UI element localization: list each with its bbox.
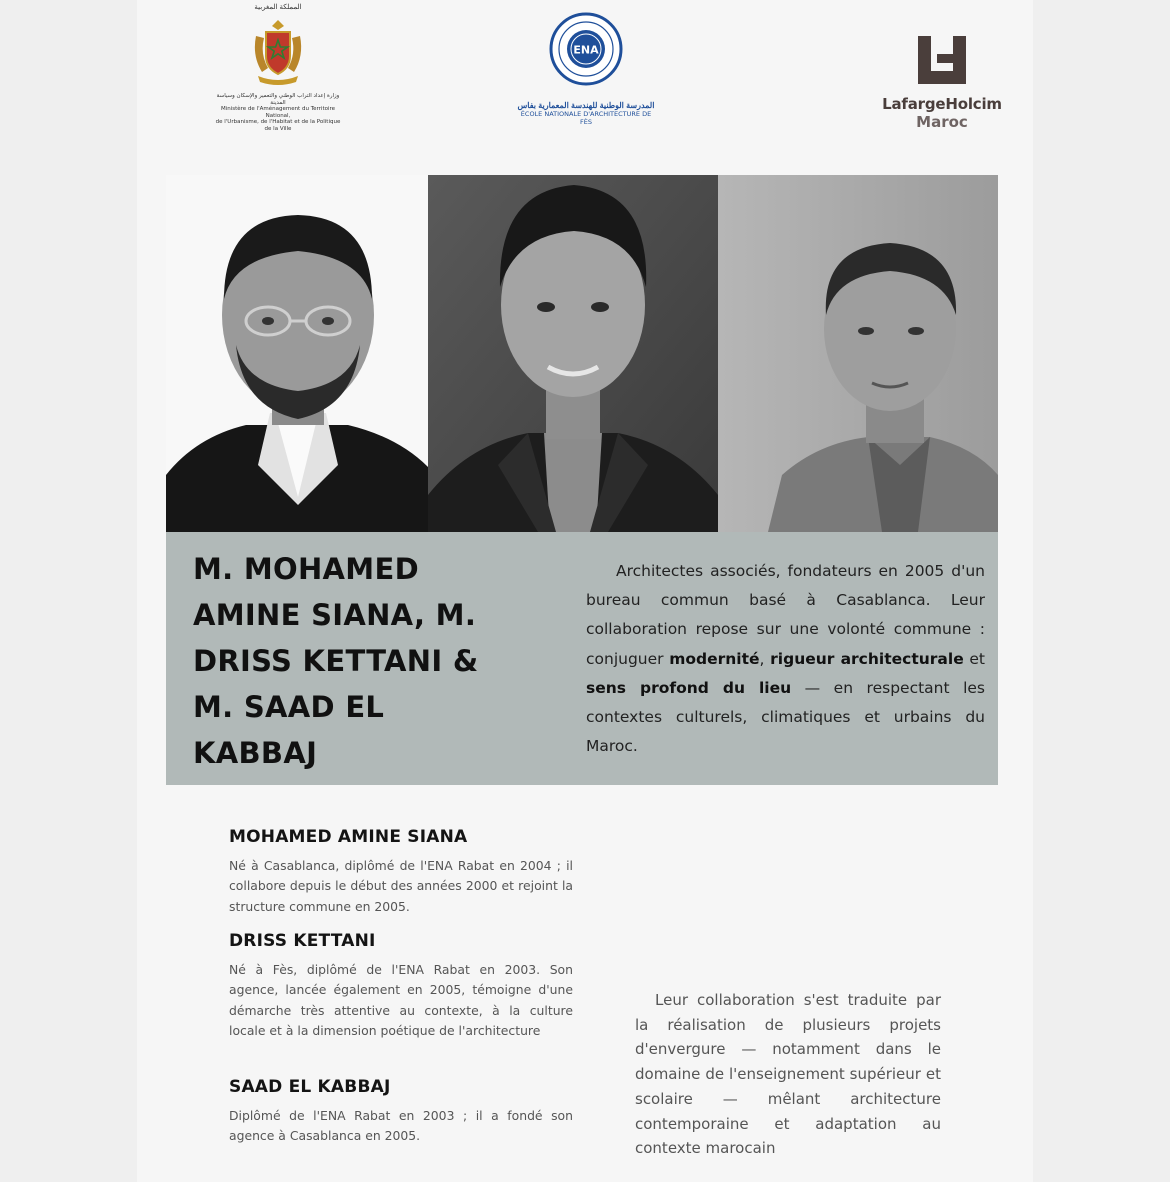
ena-logo: [516, 12, 656, 126]
architects-title-line: AMINE SIANA, M.: [193, 598, 477, 632]
portrait-photo-el-kabbaj: [718, 175, 998, 532]
intro-text: — en respectant les contextes culturels, climatiques et urbains du Maroc.: [586, 678, 985, 756]
bio-kettani: [229, 930, 573, 1042]
bio-text: Né à Casablanca, diplômé de l'ENA Rabat en 2004 ; il collabore depuis le début des années 2000 et rejoint la structure commune en 2005.: [229, 858, 573, 914]
ena-seal-text: ENA: [573, 43, 599, 57]
ministry-logo: [212, 2, 344, 132]
intro-text: Architectes associés, fondateurs en 2005 d'un bureau commun basé à Casablanca. Leur collaboration repose sur une volonté commune : conjuguer: [586, 562, 985, 668]
intro-separator: ,: [759, 649, 771, 668]
ena-seal-icon: [549, 12, 623, 86]
bio-name: SAAD EL KABBAJ: [229, 1077, 391, 1097]
architects-band: [166, 532, 998, 785]
ministry-line-2: Ministère de l'Aménagement du Territoire National,: [220, 106, 336, 119]
intro-bold: rigueur architecturale: [770, 649, 964, 668]
ena-arabic-name: المدرسة الوطنية للهندسة المعمارية بفاس: [517, 101, 655, 110]
bio-text: Né à Fès, diplômé de l'ENA Rabat en 2003. Son agence, lancée également en 2005, témoigne d'une démarche très attentive au contexte, à la culture locale et à la dimension poétique de l'architecture: [229, 962, 573, 1039]
architects-title-line: M. MOHAMED: [193, 552, 419, 586]
ministry-line-1: وزارة إعداد التراب الوطني والتعمير والإسكان وسياسة المدينة: [216, 93, 340, 106]
lafargeholcim-mark-icon: [916, 34, 968, 86]
intro-separator: et: [963, 649, 985, 668]
bio-el-kabbaj: [229, 1076, 573, 1147]
architects-title: [193, 546, 513, 776]
bio-text: Diplômé de l'ENA Rabat en 2003 ; il a fondé son agence à Casablanca en 2005.: [229, 1108, 573, 1144]
bio-name: MOHAMED AMINE SIANA: [229, 827, 468, 847]
ministry-line-3: de l'Urbanisme, de l'Habitat et de la Politique de la Ville: [215, 119, 341, 132]
architects-intro: [586, 557, 985, 761]
moroccan-coat-of-arms-icon: [248, 16, 308, 86]
architects-title-line: DRISS KETTANI &: [193, 644, 479, 678]
bio-name: DRISS KETTANI: [229, 931, 376, 951]
collaboration-text: Leur collaboration s'est traduite par la réalisation de plusieurs projets d'envergure — notamment dans le domaine de l'enseignement supérieur et scolaire — mêlant architecture contemporaine et adaptation au contexte marocain: [635, 991, 941, 1158]
intro-bold: modernité: [669, 649, 760, 668]
architects-title-line: M. SAAD EL: [193, 690, 385, 724]
architects-title-line: KABBAJ: [193, 736, 318, 770]
lafargeholcim-sub: Maroc: [916, 113, 968, 131]
portrait-photo-kettani: [428, 175, 718, 532]
lafargeholcim-brand: LafargeHolcim: [882, 95, 1002, 113]
lafargeholcim-logo: [876, 34, 1008, 130]
bio-siana: [229, 826, 573, 917]
ministry-arabic-top: المملكة المغربية: [254, 4, 302, 11]
portrait-photo-siana: [166, 175, 428, 532]
intro-bold: sens profond du lieu: [586, 678, 792, 697]
ena-french-name: ÉCOLE NATIONALE D'ARCHITECTURE DE FÈS: [520, 110, 652, 126]
